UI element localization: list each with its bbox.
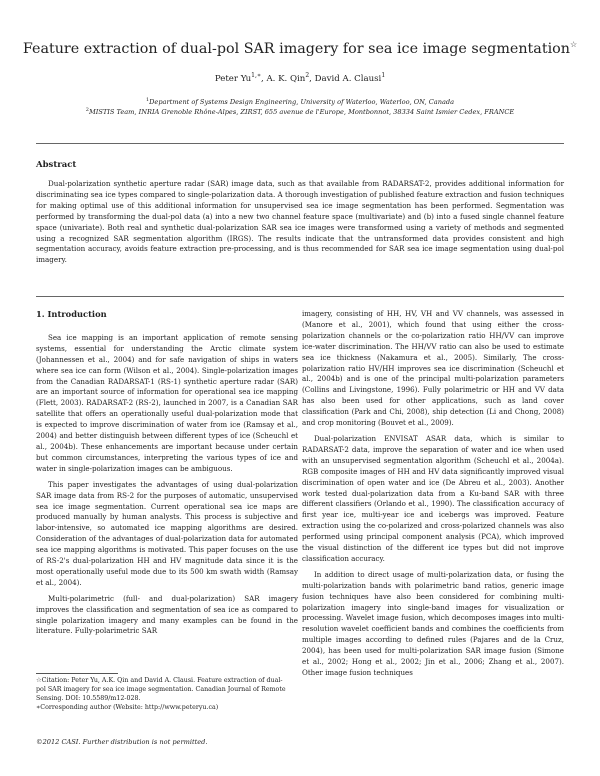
body-paragraph: imagery, consisting of HH, HV, VH and VV channels, was assessed in (Manore et al., 2001), which found that using either the cross-polarization channels or the co-polarization ratio HH/VV can improve ice-water discrimination. The HH/VV ratio can also be used to estimate sea ice thickness (Nakamura et al., 2005). Similarly, The cross-polarization ratio HV/HH improves sea ice discrimination (Scheuchl et al., 2004b) and is one of the principal multi-polarization parameters (Collins and Livingstone, 1996). Fully polarimetric or HH and VV data has also been used for other applications, such as land cover classification (Park and Chi, 2008), ship detection (Li and Chong, 2008) and crop monitoring (Bouvet et al., 2009).	[302, 309, 564, 428]
body-paragraph: This paper investigates the advantages of using dual-polarization SAR image data from RS-2 for the purposes of automatic, unsupervised sea ice image segmentation. Current operational sea ice maps are produced manually by human analysts. This process is subjective and labor-intensive, so automated ice mapping algorithms are desired. Consideration of the advantages of dual-polarization data for automated sea ice mapping algorithms is motivated. This paper focuses on the use of RS-2's dual-polarization HH and HV magnitude data since it is the most operationally useful mode due to its 500 km swath width (Ramsay et al., 2004).	[36, 479, 298, 587]
footnotes	[36, 677, 286, 713]
right-column	[302, 309, 564, 679]
title-footnote-mark: ☆	[569, 40, 578, 49]
author-name: David A. Clausi	[314, 73, 382, 84]
author-affiliation-mark: 1,∗	[251, 72, 261, 79]
title-text: Feature extraction of dual-pol SAR imagery for sea ice image segmentation	[22, 40, 570, 57]
author-name: A. K. Qin	[266, 73, 306, 84]
affiliation-mark: 2	[85, 107, 89, 113]
footnote-rule	[36, 673, 118, 674]
copyright-notice: ©2012 CASI. Further distribution is not permitted.	[36, 738, 208, 746]
author-list: Peter $Yu^{1,∗}$, A. K. Qin$^2$, David A. Clausi$^1$	[214, 72, 386, 84]
author-affiliation-mark: 1	[381, 72, 386, 79]
abstract-text: Dual-polarization synthetic aperture radar (SAR) image data, such as that available from RADARSAT-2, provides additional information for discriminating sea ice types compared to single-polarization data. A thorough investigation of published feature extraction and fusion techniques for making optimal use of this additional information for unsupervised sea ice image segmentation has been performed. Segmentation was performed by transforming the dual-pol data (a) into a new two channel feature space (multivariate) and (b) into a fused single channel feature space (univariate). Both real and synthetic dual-polarization SAR sea ice images were transformed using a variety of methods and segmented using a recognized SAR segmentation algorithm (IRGS). The results indicate that the untransformed data provides consistent and high segmentation accuracy, avoids feature extraction pre-processing, and is thus recommended for SAR sea ice image segmentation using dual-pol imagery.	[36, 179, 564, 265]
author-affiliation-mark: 2	[305, 72, 310, 79]
corresponding-author-footnote: ∗Corresponding author (Website: http://www.peteryu.ca)	[36, 703, 219, 711]
abstract-heading: Abstract	[36, 160, 77, 170]
left-column	[36, 309, 298, 637]
body-paragraph: Multi-polarimetric (full- and dual-polarization) SAR imagery improves the classification and segmentation of sea ice as compared to single polarization imagery and many examples can be found in the literature. Fully-polarimetric SAR	[36, 593, 298, 636]
affiliation-text: MISTIS Team, INRIA Grenoble Rhône-Alpes, ZIRST, 655 avenue de l'Europe, Montbonnot, 38334 Saint Ismier Cedex, FRANCE	[88, 108, 515, 117]
body-paragraph: Dual-polarization ENVISAT ASAR data, which is similar to RADARSAT-2 data, improve the separation of water and ice when used with an unsupervised segmentation algorithm (Scheuchl et al., 2004a). RGB composite images of HH and HV data significantly improved visual discrimination of open water and ice (De Abreu et al., 2003). Another work tested dual-polarization data from a Ku-band SAR with three different classifiers (Orlando et al., 1990). The classification accuracy of first year ice, multi-year ice and icebergs was improved. Feature extraction using the co-polarized and cross-polarized channels was also performed using principal component analysis (PCA), which improved the visual distinction of the different ice types but did not improve classification accuracy.	[302, 433, 564, 563]
affiliation	[0, 107, 600, 116]
paper-title	[0, 40, 600, 57]
body-paragraph: In addition to direct usage of multi-polarization data, or fusing the multi-polarization bands with polarimetric band ratios, generic image fusion techniques have also been considered for combining multi-polarization imagery into single-band images for visualization or processing. Wavelet image fusion, which decomposes images into multi-resolution wavelet coefficient bands and combines the coefficients from multiple images according to defined rules (Pajares and de la Cruz, 2004), has been used for multi-polarization SAR image fusion (Simone et al., 2002; Hong et al., 2002; Jin et al., 2006; Zhang et al., 2007). Other image fusion techniques	[302, 569, 564, 677]
citation-footnote: ☆Citation: Peter Yu, A.K. Qin and David A. Clausi. Feature extraction of dual-pol SAR imagery for sea ice image segmentation. Canadian Journal of Remote Sensing. DOI: 10.5589/m12-028.	[36, 677, 286, 702]
affiliation-mark: 1	[145, 97, 150, 103]
affiliation-text: Department of Systems Design Engineering, University of Waterloo, Waterloo, ON, Canada	[149, 98, 455, 107]
abstract-top-rule	[36, 143, 564, 144]
affiliation	[0, 97, 600, 106]
section-heading: 1. Introduction	[36, 309, 107, 319]
author-name: Peter Yu	[214, 73, 252, 84]
body-paragraph: Sea ice mapping is an important application of remote sensing systems, essential for understanding the Arctic climate system (Johannessen et al., 2004) and for safe navigation of ships in waters where sea ice can form (Wilson et al., 2004). Single-polarization images from the Canadian RADARSAT-1 (RS-1) synthetic aperture radar (SAR) are an important source of information for operational sea ice mapping (Flett, 2003). RADARSAT-2 (RS-2), launched in 2007, is a Canadian SAR satellite that offers an operationally useful dual-polarization mode that is expected to improve discrimination of water from ice (Ramsay et al., 2004) and better distinguish between different types of ice (Scheuchl et al., 2004b). These enhancements are important because under certain but common circumstances, interpreting the various types of ice and water in single-polarization images can be ambiguous.	[36, 332, 298, 473]
abstract-bottom-rule	[36, 296, 564, 297]
